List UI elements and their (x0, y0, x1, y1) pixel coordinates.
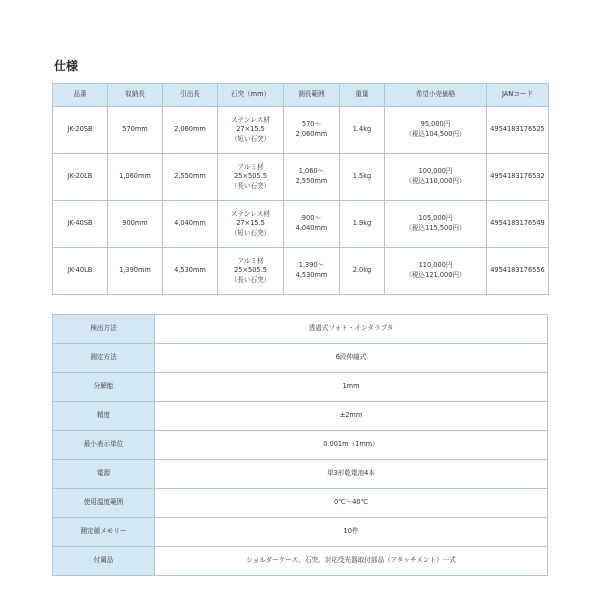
header-extended-length: 引出長 (163, 84, 218, 107)
cell-jan-code: 4954183176525 (487, 107, 549, 154)
cell-tip (218, 154, 284, 201)
cell-measuring-range (284, 248, 340, 295)
spec-list-table (52, 314, 548, 576)
cell-measuring-range (284, 154, 340, 201)
price-tax-included: （税込121,000円） (405, 271, 466, 279)
tip-type: （短い石突） (230, 134, 271, 143)
spec-label: 最小表示単位 (53, 431, 155, 460)
spec-list-row (53, 402, 548, 431)
spec-label: 測定方法 (53, 344, 155, 373)
cell-tip (218, 201, 284, 248)
spec-value: 単3形乾電池4本 (155, 460, 548, 489)
spec-list-row (53, 489, 548, 518)
price-tax-included: （税込115,500円） (405, 224, 466, 232)
table-row (53, 248, 549, 295)
tip-type: （長い石突） (230, 181, 271, 190)
range-max: 4,530mm (295, 271, 328, 279)
spec-value: 6段伸縮式 (155, 344, 548, 373)
spec-list-row (53, 460, 548, 489)
spec-list-row (53, 344, 548, 373)
spec-table-header-row (53, 84, 549, 107)
range-min: 570〜 (301, 120, 322, 129)
price-base: 110,000円 (418, 261, 453, 270)
price-base: 95,000円 (420, 120, 451, 129)
range-max: 4,040mm (295, 224, 328, 232)
spec-list-row (53, 431, 548, 460)
spec-label: 分解能 (53, 373, 155, 402)
cell-model: JK-40LB (53, 248, 108, 295)
price-tax-included: （税込104,500円） (405, 130, 466, 138)
table-row (53, 154, 549, 201)
range-max: 2,550mm (295, 177, 328, 185)
cell-extended-length: 4,530mm (163, 248, 218, 295)
table-row (53, 107, 549, 154)
spec-value: 透過式フォト・インタラプタ (155, 315, 548, 344)
cell-tip (218, 248, 284, 295)
cell-tip (218, 107, 284, 154)
header-measuring-range: 測長範囲 (284, 84, 340, 107)
cell-price (385, 107, 487, 154)
cell-model: JK-20SB (53, 107, 108, 154)
cell-stored-length: 570mm (108, 107, 163, 154)
cell-measuring-range (284, 107, 340, 154)
spec-value: ショルダーケース、石突、対応受光器取付部品（アタッチメント）一式 (155, 547, 548, 576)
cell-stored-length: 900mm (108, 201, 163, 248)
spec-value: 1mm (155, 373, 548, 402)
table-row (53, 201, 549, 248)
cell-price (385, 154, 487, 201)
cell-model: JK-20LB (53, 154, 108, 201)
cell-stored-length: 1,060mm (108, 154, 163, 201)
cell-weight: 2.0kg (340, 248, 385, 295)
cell-price (385, 201, 487, 248)
section-title: 仕様 (54, 59, 79, 73)
tip-material: アルミ材 (237, 256, 264, 265)
cell-model: JK-40SB (53, 201, 108, 248)
cell-price (385, 248, 487, 295)
header-tip: 石突（mm） (218, 84, 284, 107)
spec-label: 付属品 (53, 547, 155, 576)
cell-jan-code: 4954183176549 (487, 201, 549, 248)
price-tax-included: （税込110,000円） (405, 177, 466, 185)
cell-weight: 1.9kg (340, 201, 385, 248)
header-model: 品番 (53, 84, 108, 107)
spec-label: 検出方法 (53, 315, 155, 344)
tip-material: ステンレス材 (231, 209, 270, 218)
spec-value: 0.001m（1mm） (155, 431, 548, 460)
cell-weight: 1.4kg (340, 107, 385, 154)
price-base: 100,000円 (418, 167, 453, 176)
tip-type: （長い石突） (230, 275, 271, 284)
spec-label: 測定値メモリー (53, 518, 155, 547)
cell-jan-code: 4954183176532 (487, 154, 549, 201)
cell-weight: 1.5kg (340, 154, 385, 201)
tip-type: （短い石突） (230, 228, 271, 237)
spec-table (52, 83, 549, 295)
header-jan-code: JANコード (487, 84, 549, 107)
cell-extended-length: 2,060mm (163, 107, 218, 154)
spec-list-row (53, 315, 548, 344)
spec-list-row (53, 547, 548, 576)
header-weight: 重量 (340, 84, 385, 107)
range-max: 2,060mm (295, 130, 328, 138)
tip-material: アルミ材 (237, 162, 264, 171)
spec-label: 電源 (53, 460, 155, 489)
header-stored-length: 収納長 (108, 84, 163, 107)
spec-label: 使用温度範囲 (53, 489, 155, 518)
cell-measuring-range (284, 201, 340, 248)
cell-jan-code: 4954183176556 (487, 248, 549, 295)
tip-size: 25×505.5 (234, 172, 267, 181)
tip-size: 27×15.5 (236, 125, 265, 134)
spec-list-row (53, 373, 548, 402)
spec-label: 精度 (53, 402, 155, 431)
cell-extended-length: 4,040mm (163, 201, 218, 248)
price-base: 105,000円 (418, 214, 453, 223)
header-price: 希望小売価格 (385, 84, 487, 107)
tip-size: 25×505.5 (234, 266, 267, 275)
spec-value: ±2mm (155, 402, 548, 431)
tip-size: 27×15.5 (236, 219, 265, 228)
range-min: 1,390〜 (298, 261, 325, 270)
range-min: 1,060〜 (298, 167, 325, 176)
spec-list-row (53, 518, 548, 547)
range-min: 900〜 (301, 214, 322, 223)
spec-value: 0℃〜40℃ (155, 489, 548, 518)
tip-material: ステンレス材 (231, 115, 270, 124)
cell-extended-length: 2,550mm (163, 154, 218, 201)
spec-value: 10件 (155, 518, 548, 547)
cell-stored-length: 1,390mm (108, 248, 163, 295)
